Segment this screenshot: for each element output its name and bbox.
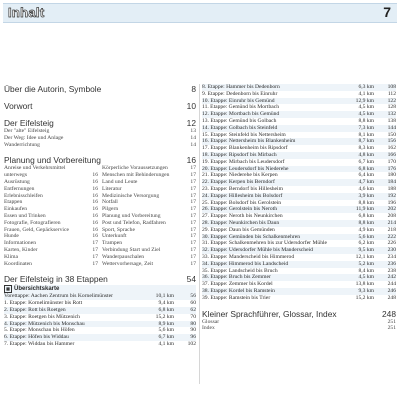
- stage-page: 246: [380, 288, 396, 295]
- toc-stage-row[interactable]: [4, 307, 196, 314]
- toc-section-foreword-page: 10: [186, 101, 196, 111]
- stage-page: 222: [380, 234, 396, 241]
- stage-distance: 6,8 km: [358, 213, 374, 220]
- stage-distance: 8,9 km: [148, 321, 180, 328]
- planning-item-label: Hunde: [4, 233, 19, 240]
- stage-label: 15. Etappe: Steinfeld bis Nettersheim: [202, 131, 286, 138]
- stage-label: 14. Etappe: Golbach bis Steinfeld: [202, 125, 351, 132]
- planning-item-page: 17: [92, 260, 98, 267]
- planning-item[interactable]: [4, 220, 98, 227]
- toc-stage-row[interactable]: [4, 300, 196, 307]
- stage-label: 24. Etappe: Hillesheim bis Bolsdorf: [202, 193, 351, 200]
- toc-header-bar: [3, 3, 397, 23]
- toc-stage-row[interactable]: [202, 125, 396, 132]
- stage-distance: 5,6 km: [351, 234, 380, 241]
- planning-item-page: 16: [92, 219, 98, 226]
- stage-distance: 13,8 km: [355, 281, 374, 288]
- stage-distance: 4,6 km: [358, 185, 374, 192]
- planning-item[interactable]: [4, 213, 98, 220]
- stage-page: 56: [180, 293, 196, 300]
- toc-sub-item-label: Wanderrichtung: [4, 141, 40, 148]
- stage-label: 1. Etappe: Kornelimünster bis Rott: [4, 300, 83, 307]
- stage-page: 230: [380, 247, 396, 254]
- planning-item[interactable]: [102, 213, 196, 220]
- planning-item[interactable]: [102, 261, 196, 268]
- toc-back-item-page: 251: [387, 318, 396, 325]
- planning-item[interactable]: [102, 186, 196, 193]
- stage-distance: 6,2 km: [358, 240, 374, 247]
- planning-item-label: Ausrüstung: [4, 178, 30, 185]
- stage-label: 9. Etappe: Dedenborn bis Einruhr: [202, 90, 278, 97]
- planning-item-page: 16: [92, 192, 98, 199]
- stage-page: 112: [387, 90, 396, 97]
- stage-distance: 4,1 km: [158, 340, 174, 347]
- planning-item-label: Pilgern: [102, 206, 119, 213]
- toc-section-planning-page: 16: [186, 155, 196, 166]
- toc-sub-item-page: 14: [190, 141, 196, 148]
- stage-label: 5. Etappe: Monschau bis Höfen: [4, 327, 75, 334]
- stage-distance: 9,4 km: [158, 300, 174, 307]
- stage-distance: 9,3 km: [351, 288, 380, 295]
- planning-item-label: Einkaufen: [4, 206, 27, 213]
- planning-item-page: 17: [92, 246, 98, 253]
- toc-left-column: [4, 84, 196, 348]
- stage-page: 170: [387, 158, 396, 165]
- stage-distance: 10,1 km: [148, 293, 180, 300]
- planning-item-page: 17: [92, 240, 98, 247]
- stage-page: 80: [180, 321, 196, 328]
- planning-item-page: 16: [92, 233, 98, 240]
- planning-item[interactable]: [102, 220, 196, 227]
- stage-page: 60: [190, 300, 196, 307]
- map-icon: ▦: [4, 285, 12, 293]
- toc-stage-row[interactable]: [202, 118, 396, 125]
- planning-item-page: 16: [92, 212, 98, 219]
- toc-sub-item-page: 13: [190, 128, 196, 134]
- toc-stage-row[interactable]: [202, 104, 396, 111]
- planning-item[interactable]: [102, 240, 196, 247]
- toc-back-item[interactable]: [202, 319, 396, 326]
- toc-back-item-label: Index: [202, 325, 215, 332]
- planning-col1: [4, 165, 98, 267]
- stage-label: 29. Etappe: Daun bis Gemünden: [202, 226, 275, 233]
- toc-stage-row[interactable]: [202, 132, 396, 139]
- toc-section-planning[interactable]: [4, 155, 196, 165]
- toc-stage-row[interactable]: [202, 247, 396, 254]
- stage-page: 162: [387, 145, 396, 152]
- planning-item[interactable]: [4, 165, 98, 172]
- stage-label: 32. Etappe: Udersdorfer Mühle bis Manderscheid: [202, 247, 351, 254]
- stage-label: 27. Etappe: Neroth bis Neunkirchen: [202, 213, 283, 220]
- toc-section-foreword-label: Vorwort: [4, 101, 33, 111]
- planning-item-label: Land und Leute: [102, 178, 138, 185]
- toc-stage-row[interactable]: [202, 179, 396, 186]
- toc-stage-row[interactable]: [202, 213, 396, 220]
- planning-item-page: 17: [92, 253, 98, 260]
- stage-label: 25. Etappe: Bolsdorf bis Gerolstein: [202, 199, 282, 206]
- stage-distance: 4,9 km: [358, 226, 374, 233]
- stage-label: 13. Etappe: Gemünd bis Golbach: [202, 117, 277, 124]
- planning-item-label: Post und Telefon, Radfahren: [102, 219, 166, 226]
- stage-label: 16. Etappe: Nettersheim bis Blankenheim: [202, 138, 351, 145]
- toc-section-about-author-label: Über die Autorin, Symbole: [4, 84, 102, 94]
- stage-page: 202: [380, 206, 396, 213]
- toc-stage-row[interactable]: [202, 159, 396, 166]
- stage-distance: 4,7 km: [351, 179, 380, 186]
- planning-item-label: Anreise und Verkehrsmittel: [4, 165, 66, 172]
- page-number: 7: [383, 4, 391, 20]
- planning-item-page: 17: [190, 233, 196, 240]
- toc-stage-row[interactable]: [202, 288, 396, 295]
- planning-item-label: Körperliche Voraussetzungen: [102, 165, 168, 172]
- stage-page: 132: [380, 111, 396, 118]
- stage-page: 242: [380, 274, 396, 281]
- stage-page: 214: [380, 220, 396, 227]
- planning-item-page: 17: [190, 178, 196, 185]
- toc-section-glossary[interactable]: [202, 309, 396, 319]
- toc-stage-row[interactable]: [4, 341, 196, 348]
- toc-section-stages-label: Der Eifelsteig in 38 Etappen: [4, 274, 108, 285]
- toc-section-stages[interactable]: [4, 274, 196, 284]
- stage-page: 180: [387, 172, 396, 179]
- toc-section-eifelsteig[interactable]: [4, 118, 196, 128]
- toc-section-stages-page: 54: [186, 274, 196, 285]
- toc-stage-row[interactable]: [202, 281, 396, 288]
- toc-back-item-label: Glossar: [202, 318, 220, 325]
- planning-item[interactable]: [4, 172, 98, 179]
- stage-label: Vorettappe: Aachen Zentrum bis Kornelimünster: [4, 293, 148, 300]
- toc-section-glossary-page: 248: [382, 308, 396, 319]
- stage-label: 26. Etappe: Gerolstein bis Neroth: [202, 206, 351, 213]
- stage-distance: 5,2 km: [351, 261, 380, 268]
- legend-label: Übersichtskarte: [14, 286, 60, 293]
- planning-item[interactable]: [102, 165, 196, 172]
- stage-page: 156: [380, 138, 396, 145]
- planning-item[interactable]: [102, 233, 196, 240]
- stage-page: 128: [387, 104, 396, 111]
- stage-page: 238: [387, 267, 396, 274]
- stage-page: 218: [387, 226, 396, 233]
- toc-stage-row[interactable]: [202, 111, 396, 118]
- stage-page: 122: [380, 98, 396, 105]
- stage-distance: 15,2 km: [155, 313, 174, 320]
- planning-item-page: 17: [190, 246, 196, 253]
- stage-label: 23. Etappe: Berndorf bis Hillesheim: [202, 185, 283, 192]
- stage-page: 70: [190, 313, 196, 320]
- stage-page: 236: [380, 261, 396, 268]
- toc-section-glossary-label: Kleiner Sprachführer, Glossar, Index: [202, 308, 337, 319]
- toc-stage-row[interactable]: [202, 261, 396, 268]
- stage-page: 90: [190, 327, 196, 334]
- stage-label: 17. Etappe: Blankenheim bis Ripsdorf: [202, 145, 288, 152]
- toc-stage-row[interactable]: [4, 314, 196, 321]
- planning-item-label: Koordinaten: [4, 260, 32, 267]
- toc-stage-row[interactable]: [202, 295, 396, 302]
- planning-item-label: Menschen mit Behinderungen: [102, 172, 170, 179]
- planning-item[interactable]: [4, 179, 98, 186]
- planning-item-label: Frauen, Geld, Gepäckservice: [4, 226, 69, 233]
- toc-stage-row[interactable]: [202, 274, 396, 281]
- toc-stage-row[interactable]: [202, 186, 396, 193]
- stage-distance: 4,5 km: [351, 274, 380, 281]
- stage-page: 248: [387, 294, 396, 301]
- stage-page: 196: [387, 199, 396, 206]
- stage-distance: 12,1 km: [355, 253, 374, 260]
- stages-table-right: [202, 84, 396, 302]
- planning-item-page: 16: [92, 226, 98, 233]
- stage-distance: 6,3 km: [351, 84, 380, 91]
- stage-label: 4. Etappe: Mützenich bis Monschau: [4, 321, 148, 328]
- planning-item-page: 17: [190, 199, 196, 206]
- stage-label: 22. Etappe: Kerpen bis Berndorf: [202, 179, 351, 186]
- planning-item[interactable]: [4, 240, 98, 247]
- planning-item-label: Notfall: [102, 199, 118, 206]
- stage-page: 244: [387, 281, 396, 288]
- planning-item[interactable]: [4, 247, 98, 254]
- planning-item[interactable]: [102, 206, 196, 213]
- toc-stage-row[interactable]: [202, 227, 396, 234]
- toc-section-planning-label: Planung und Vorbereitung: [4, 155, 101, 166]
- stage-distance: 6,4 km: [358, 172, 374, 179]
- planning-item-label: Wanderpauschalen: [102, 253, 145, 260]
- toc-sub-item-label: Der Weg: Idee und Anlage: [4, 134, 64, 141]
- toc-stage-row[interactable]: [202, 206, 396, 213]
- planning-item[interactable]: [102, 179, 196, 186]
- stage-label: 11. Etappe: Gemünd bis Mortbach: [202, 104, 280, 111]
- stage-distance: 9,5 km: [351, 247, 380, 254]
- planning-item[interactable]: [4, 186, 98, 193]
- toc-stage-row[interactable]: [202, 166, 396, 173]
- planning-item-page: 17: [190, 260, 196, 267]
- planning-item-page: 17: [190, 172, 196, 179]
- planning-item-page: 16: [92, 206, 98, 213]
- stage-distance: 7,3 km: [351, 125, 380, 132]
- stage-page: 102: [187, 340, 196, 347]
- stage-distance: 8,7 km: [351, 138, 380, 145]
- toc-stage-row[interactable]: [202, 220, 396, 227]
- stage-label: 34. Etappe: Himmerod bis Landscheid: [202, 261, 351, 268]
- planning-item-page: 17: [190, 206, 196, 213]
- toc-stage-row[interactable]: [202, 200, 396, 207]
- planning-item[interactable]: [102, 254, 196, 261]
- planning-item-label: Informationen: [4, 240, 36, 247]
- toc-section-foreword[interactable]: [4, 101, 196, 111]
- stage-distance: 4,1 km: [358, 90, 374, 97]
- stage-page: 138: [387, 117, 396, 124]
- toc-right-column: [202, 84, 396, 332]
- planning-item-label: Medizinische Versorgung: [102, 192, 160, 199]
- stage-page: 176: [380, 166, 396, 173]
- planning-item-label: Klima: [4, 253, 18, 260]
- stage-page: 108: [380, 84, 396, 91]
- stage-distance: 4,8 km: [351, 152, 380, 159]
- planning-item-label: Planung und Vorbereitung: [102, 212, 161, 219]
- toc-back-item-page: 251: [387, 325, 396, 332]
- toc-sub-item[interactable]: [4, 135, 196, 142]
- planning-item[interactable]: [102, 247, 196, 254]
- stage-distance: 4,5 km: [358, 104, 374, 111]
- planning-item-page: 17: [190, 253, 196, 260]
- planning-item[interactable]: [4, 206, 98, 213]
- stage-distance: 8,4 km: [358, 267, 374, 274]
- planning-item-page: 16: [92, 172, 98, 179]
- toc-sub-item-label: Der "alte" Eifelsteig: [4, 128, 50, 134]
- planning-item-label: Fotografie, Fotografieren: [4, 219, 61, 226]
- planning-item-page: 17: [190, 192, 196, 199]
- toc-stage-row[interactable]: [202, 98, 396, 105]
- page-title: Inhalt: [8, 5, 45, 20]
- stage-distance: 8,8 km: [351, 220, 380, 227]
- stage-label: 18. Etappe: Ripsdorf bis Mirbach: [202, 152, 351, 159]
- toc-back-item[interactable]: [202, 325, 396, 332]
- stage-label: 31. Etappe: Schalkenmehren bis zur Udersdorfer Mühle: [202, 240, 328, 247]
- toc-sub-item[interactable]: [4, 142, 196, 149]
- stage-page: 188: [387, 185, 396, 192]
- planning-item-label: Essen und Trinken: [4, 212, 46, 219]
- stage-distance: 8,8 km: [358, 117, 374, 124]
- planning-item-page: 17: [190, 240, 196, 247]
- stage-page: 192: [380, 193, 396, 200]
- toc-section-about-author[interactable]: [4, 84, 196, 94]
- toc-stage-row[interactable]: [202, 145, 396, 152]
- toc-stage-row[interactable]: [4, 334, 196, 341]
- planning-item-label: Entfernungen: [4, 185, 35, 192]
- stage-label: 21. Etappe: Niederehe bis Kerpen: [202, 172, 278, 179]
- stage-label: 2. Etappe: Rott bis Roetgen: [4, 307, 148, 314]
- planning-item-page: 17: [190, 185, 196, 192]
- planning-item-label: Trampen: [102, 240, 122, 247]
- planning-item-label: Unterkunft: [102, 233, 127, 240]
- toc-sub-item[interactable]: [4, 128, 196, 135]
- stage-distance: 15,2 km: [355, 294, 374, 301]
- stage-label: 8. Etappe: Hammer bis Dedenborn: [202, 84, 351, 91]
- planning-item[interactable]: [4, 261, 98, 268]
- stage-page: 208: [387, 213, 396, 220]
- toc-stage-row[interactable]: [202, 193, 396, 200]
- stage-label: 38. Etappe: Kordel bis Ramstein: [202, 288, 351, 295]
- planning-item-label: Verbindung Start und Ziel: [102, 246, 161, 253]
- planning-item-label: Wettervorhersage, Zeit: [102, 260, 154, 267]
- planning-grid: [4, 165, 196, 267]
- planning-item-page: 16: [92, 199, 98, 206]
- stage-distance: 12,9 km: [351, 98, 380, 105]
- planning-item[interactable]: [4, 227, 98, 234]
- planning-item-page: 16: [92, 185, 98, 192]
- stage-distance: 8,8 km: [358, 199, 374, 206]
- stages-table-left: [4, 293, 196, 347]
- stage-label: 35. Etappe: Landscheid bis Bruch: [202, 267, 278, 274]
- stage-label: 6. Etappe: Höfen bis Widdau: [4, 334, 148, 341]
- stage-distance: 8,1 km: [358, 131, 374, 138]
- planning-item-label: Erlebnisschleifen: [4, 192, 43, 199]
- toc-stage-row[interactable]: [4, 293, 196, 300]
- stage-distance: 3,9 km: [351, 193, 380, 200]
- stage-page: 166: [380, 152, 396, 159]
- stage-label: 37. Etappe: Zemmer bis Kordel: [202, 281, 273, 288]
- stage-distance: 6,8 km: [351, 166, 380, 173]
- planning-item-label: unterwegs: [4, 172, 27, 179]
- stage-distance: 6,7 km: [358, 158, 374, 165]
- planning-item[interactable]: [4, 193, 98, 200]
- toc-section-eifelsteig-page: 12: [186, 118, 196, 128]
- toc-stage-row[interactable]: [202, 91, 396, 98]
- stage-label: 36. Etappe: Bruch bis Zemmer: [202, 274, 351, 281]
- planning-item-page: 17: [190, 212, 196, 219]
- planning-col2: [102, 165, 196, 267]
- overview-map-legend[interactable]: [4, 285, 196, 293]
- column-divider: [199, 84, 200, 384]
- planning-item-page: 17: [190, 226, 196, 233]
- stage-label: 28. Etappe: Neunkirchen bis Daun: [202, 220, 351, 227]
- planning-item[interactable]: [102, 199, 196, 206]
- stage-label: 12. Etappe: Mortbach bis Gemünd: [202, 111, 351, 118]
- toc-stage-row[interactable]: [202, 268, 396, 275]
- stage-label: 20. Etappe: Leudersdorf bis Niederehe: [202, 166, 351, 173]
- stage-page: 62: [180, 307, 196, 314]
- stage-distance: 6,7 km: [148, 334, 180, 341]
- stage-distance: 5,6 km: [158, 327, 174, 334]
- toc-stage-row[interactable]: [202, 84, 396, 91]
- planning-item-page: 17: [190, 165, 196, 172]
- planning-item-label: Karten, Kinder: [4, 246, 38, 253]
- planning-item-page: 17: [190, 219, 196, 226]
- planning-item[interactable]: [4, 254, 98, 261]
- stage-distance: 11,9 km: [351, 206, 380, 213]
- toc-stage-row[interactable]: [202, 152, 396, 159]
- stage-page: 226: [387, 240, 396, 247]
- planning-item[interactable]: [102, 172, 196, 179]
- stage-label: 33. Etappe: Manderscheid bis Himmerod: [202, 253, 295, 260]
- toc-section-about-author-page: 8: [191, 84, 196, 94]
- stage-label: 19. Etappe: Mirbach bis Leudersdorf: [202, 158, 285, 165]
- toc-section-eifelsteig-label: Der Eifelsteig: [4, 118, 54, 128]
- planning-item-label: Sport, Sprache: [102, 226, 135, 233]
- stage-page: 150: [387, 131, 396, 138]
- toc-sub-item-page: 14: [190, 134, 196, 141]
- stage-distance: 8,3 km: [358, 145, 374, 152]
- stage-page: 184: [380, 179, 396, 186]
- toc-stage-row[interactable]: [202, 254, 396, 261]
- stage-label: 3. Etappe: Roetgen bis Mützenich: [4, 313, 80, 320]
- planning-item-page: 16: [92, 178, 98, 185]
- stage-label: 10. Etappe: Einruhr bis Gemünd: [202, 98, 351, 105]
- planning-item-label: Etappen: [4, 199, 23, 206]
- stage-label: 7. Etappe: Widdau bis Hammer: [4, 340, 75, 347]
- stage-distance: 4,5 km: [351, 111, 380, 118]
- stage-label: 39. Etappe: Ramstein bis Trier: [202, 294, 271, 301]
- stage-distance: 6,8 km: [148, 307, 180, 314]
- stage-label: 30. Etappe: Gemünden bis Schalkenmehren: [202, 234, 351, 241]
- planning-item-label: Literatur: [102, 185, 122, 192]
- stage-page: 234: [387, 253, 396, 260]
- stage-page: 96: [180, 334, 196, 341]
- stage-page: 144: [380, 125, 396, 132]
